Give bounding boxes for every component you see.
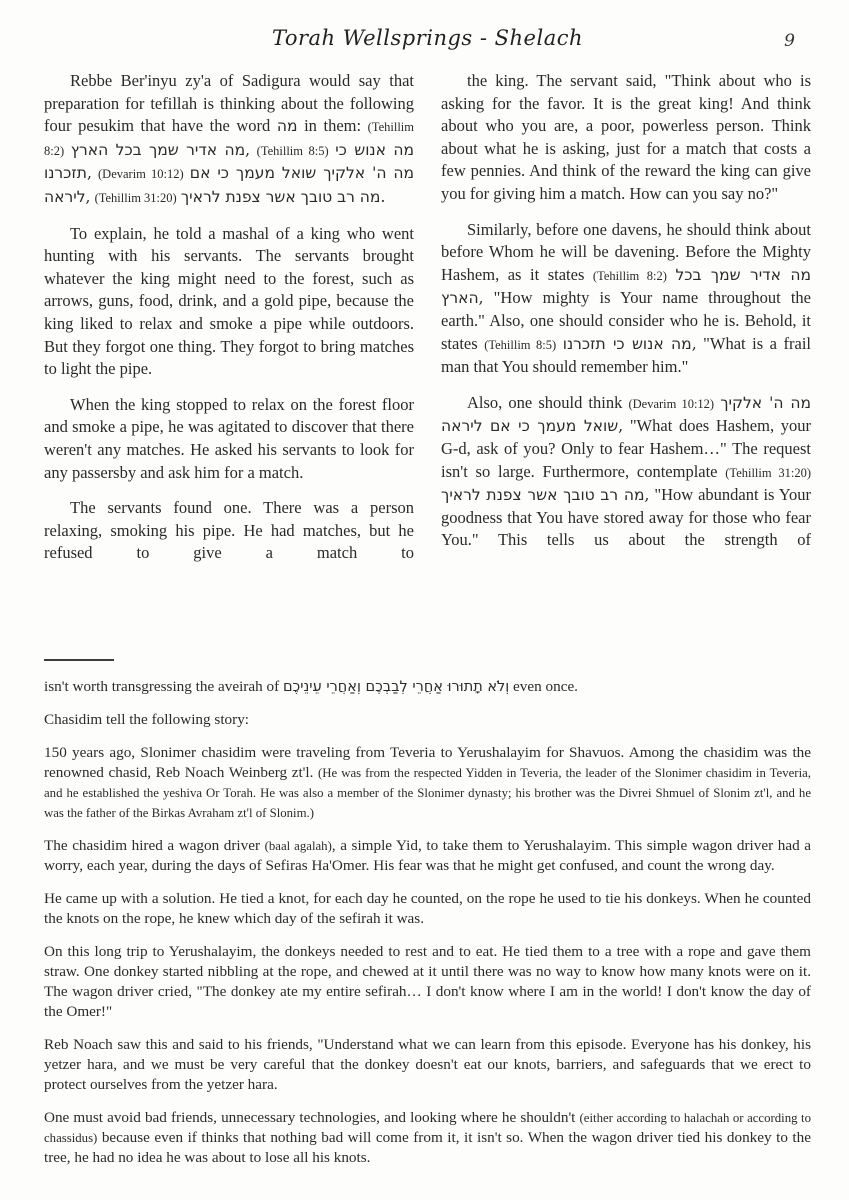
paragraph xyxy=(441,392,811,552)
body-text: One must avoid bad friends, unnecessary technologies, and looking where he shouldn't xyxy=(44,1109,580,1126)
body-text: isn't worth transgressing the aveirah of xyxy=(44,678,283,695)
body-text: the king. The servant said, "Think about who is asking for the favor. It is the great king! And think about who you are, a poor, powerless person. Think about what he is asking, just for a match that costs a few pennies. And think of the reward the king can give you for giving him a match. How can you say no?" xyxy=(441,71,811,203)
hebrew-text: מה ה' אלקיך שואל מעמך כי אם ליראה, xyxy=(441,393,811,436)
body-text: He came up with a solution. He tied a knot, for each day he counted, on the rope he used to tie his donkeys. When he counted the knots on the rope, he knew which day of the sefirah it was. xyxy=(44,890,811,927)
citation: (Tehillim 8:5) xyxy=(484,337,557,352)
body-text: even once. xyxy=(509,678,578,695)
hebrew-text: מה xyxy=(276,117,298,136)
body-text: 150 years ago, Slonimer chasidim were traveling from Teveria to Yerushalayim for Shavuos. Among the chasidim was the renowned chasid, Reb Noach Weinberg zt'l. xyxy=(44,744,811,781)
body-text: The servants found one. There was a person relaxing, smoking his pipe. He had matches, but he refused to give a match to xyxy=(44,498,414,563)
paragraph xyxy=(44,1035,811,1095)
hebrew-text: וְלֹא תָתוּרוּ אַחֲרֵי לְבַבְכֶם וְאַחֲרֵי עֵינֵיכֶם xyxy=(282,679,510,695)
body-text: The chasidim hired a wagon driver xyxy=(44,837,265,854)
page-header xyxy=(44,26,811,58)
citation: (Tehillim 31:20) xyxy=(725,465,811,480)
body-text: Similarly, before one davens, he should think about before Whom he will be davening. Before the Mighty Hashem, as it states xyxy=(441,219,811,284)
paragraph xyxy=(44,1108,811,1168)
body-text: because even if thinks that nothing bad will come from it, it isn't so. When the wagon driver tied his donkey to the tree, he had no idea he was about to lose all his knots. xyxy=(44,1129,811,1166)
body-text: Rebbe Ber'inyu zy'a of Sadigura would say that preparation for tefillah is thinking about the following four pesukim that have the word xyxy=(44,71,414,136)
footnote-divider xyxy=(44,659,114,661)
hebrew-text: מה אנוש כי תזכרנו, xyxy=(562,334,697,353)
left-column xyxy=(44,70,414,650)
citation: (Tehillim 8:5) xyxy=(256,143,329,158)
hebrew-text: מה אנוש כי תזכרנו, xyxy=(44,140,414,183)
body-text: "What is a frail man that You should remember him." xyxy=(441,333,811,377)
small-text: (baal agalah) xyxy=(264,839,332,853)
body-text: "How abundant is Your goodness that You have stored away for those who fear You." This tells us about the strength of xyxy=(441,485,811,550)
small-text: (He was from the respected Yidden in Teveria, the leader of the Slonimer chasidim in Teveria, and he established the yeshiva Or Torah. He was also a member of the Slonimer dynasty; his brother was the Divrei Shmuel of Slonim zt'l, and he was the father of the Birkas Avraham zt'l of Slonim.) xyxy=(44,766,812,820)
paragraph xyxy=(44,394,414,484)
body-text-columns xyxy=(44,70,811,650)
body-text: "How mighty is Your name throughout the earth." Also, one should consider who he is. Behold, it states xyxy=(441,288,811,353)
citation: (Tehillim 8:2) xyxy=(44,120,414,158)
body-text: To explain, he told a mashal of a king who went hunting with his servants. The servants brought whatever the king might need to the forest, such as arrows, guns, food, drink, and a gold pipe, because the king liked to relax and smoke a pipe while outdoors. But they forgot one thing. They forgot to bring matches to light the pipe. xyxy=(44,223,414,379)
body-text: On this long trip to Yerushalayim, the donkeys needed to rest and to eat. He tied them to a tree with a rope and gave them straw. One donkey started nibbling at the rope, and chewed at it until there was no way to know how many knots were on it. The wagon driver cried, "The donkey ate my entire sefirah… I don't know where I am in the world! I don't know the day of the Omer!" xyxy=(44,943,811,1020)
citation: (Devarim 10:12) xyxy=(628,396,715,411)
body-text: in them: xyxy=(297,116,368,136)
body-text: "What does Hashem, your G-d, ask of you? Only to fear Hashem…" The request isn't so large. Furthermore, contemplate xyxy=(441,416,811,481)
paragraph xyxy=(44,836,811,876)
paragraph xyxy=(44,889,811,929)
hebrew-text: מה אדיר שמך בכל הארץ, xyxy=(441,265,811,308)
page-title: Torah Wellsprings - Shelach xyxy=(271,26,584,50)
paragraph xyxy=(44,497,414,565)
hebrew-text: מה רב טובך אשר צפנת לראיך. xyxy=(180,187,386,206)
paragraph xyxy=(44,710,811,730)
paragraph xyxy=(44,223,414,381)
small-text: (either according to halachah or according to chassidus) xyxy=(44,1111,811,1145)
citation: (Tehillim 8:2) xyxy=(592,268,667,283)
page-number: 9 xyxy=(784,31,795,51)
footnotes-section xyxy=(44,677,811,1168)
right-column xyxy=(441,70,811,650)
body-text: Reb Noach saw this and said to his friends, "Understand what we can learn from this episode. Everyone has his donkey, his yetzer hara, and we must be very careful that the donkey doesn't eat our knots, barriers, and safeguards that we erect to protect ourselves from the yetzer hara. xyxy=(44,1036,811,1093)
body-text: Chasidim tell the following story: xyxy=(44,711,250,728)
paragraph xyxy=(44,743,811,823)
body-text: When the king stopped to relax on the forest floor and smoke a pipe, he was agitated to discover that there weren't any matches. He asked his servants to look for any passersby and ask him for a match. xyxy=(44,394,414,482)
citation: (Tehillim 31:20) xyxy=(94,190,177,205)
paragraph xyxy=(441,70,811,206)
citation: (Devarim 10:12) xyxy=(98,167,184,182)
paragraph xyxy=(441,219,811,379)
body-text: , a simple Yid, to take them to Yerushalayim. This simple wagon driver had a worry, each year, during the days of Sefiras Ha'Omer. His fear was that he might get confused, and count the wrong day. xyxy=(44,837,811,874)
hebrew-text: מה רב טובך אשר צפנת לראיך, xyxy=(441,486,650,505)
body-text: Also, one should think xyxy=(467,392,629,412)
paragraph xyxy=(44,677,811,697)
hebrew-text: מה אדיר שמך בכל הארץ, xyxy=(70,140,251,159)
hebrew-text: מה ה' אלקיך שואל מעמך כי אם ליראה, xyxy=(44,164,415,206)
paragraph xyxy=(44,70,414,210)
paragraph xyxy=(44,942,811,1022)
